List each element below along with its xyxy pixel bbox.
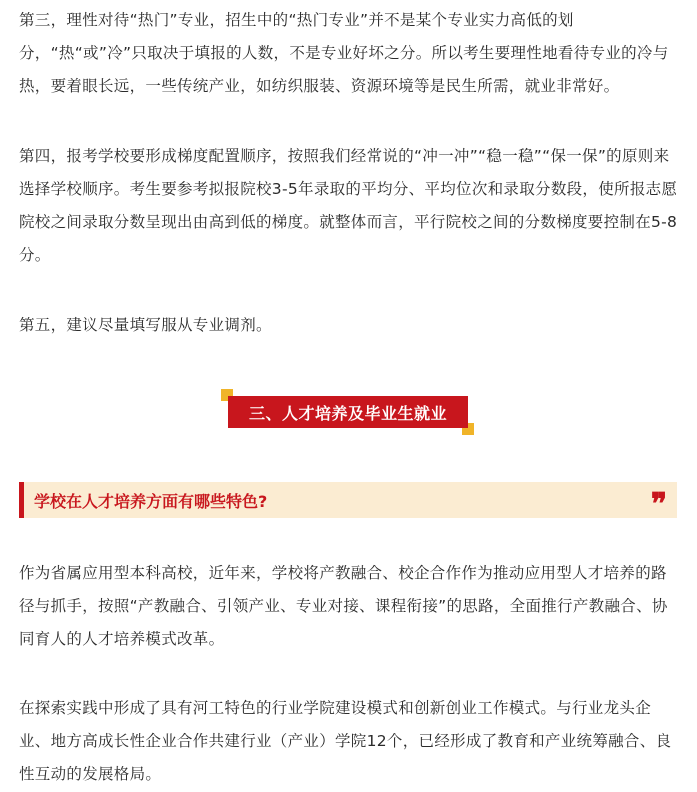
paragraph-third-point: 第三，理性对待“热门”专业，招生中的“热门专业”并不是某个专业实力高低的划分，“热“或”冷”只取决于填报的人数，不是专业好坏之分。所以考生要理性地看待专业的冷与热，要着眼长远，一些传统产业，如纺织服装、资源环境等是民生所需，就业非常好。 [19,11,669,95]
section-heading-text: 三、人才培养及毕业生就业 [248,403,447,423]
section-heading [228,396,468,428]
question-heading [19,482,677,522]
paragraph-answer-1: 作为省属应用型本科高校，近年来，学校将产教融合、校企合作作为推动应用型人才培养的路径与抓手，按照“产教融合、引领产业、专业对接、课程衔接”的思路，全面推行产教融合、协同育人的人才培养模式改革。 [19,564,668,648]
paragraph-answer-2: 在探索实践中形成了具有河工特色的行业学院建设模式和创新创业工作模式。与行业龙头企业、地方高成长性企业合作共建行业（产业）学院12个，已经形成了教育和产业统筹融合、良性互动的发展格局。 [19,699,672,783]
question-text: 学校在人才培养方面有哪些特色? [34,491,268,511]
paragraph-fifth-point: 第五，建议尽量填写服从专业调剂。 [19,316,272,334]
paragraph-fourth-point: 第四，报考学校要形成梯度配置顺序，按照我们经常说的“冲一冲”“稳一稳”“保一保”的原则来选择学校顺序。考生要参考拟报院校3-5年录取的平均分、平均位次和录取分数段，使所报志愿院校之间录取分数呈现出由高到低的梯度。就整体而言，平行院校之间的分数梯度要控制在5-8分。 [19,147,678,264]
quote-icon: ❞ [650,487,667,522]
